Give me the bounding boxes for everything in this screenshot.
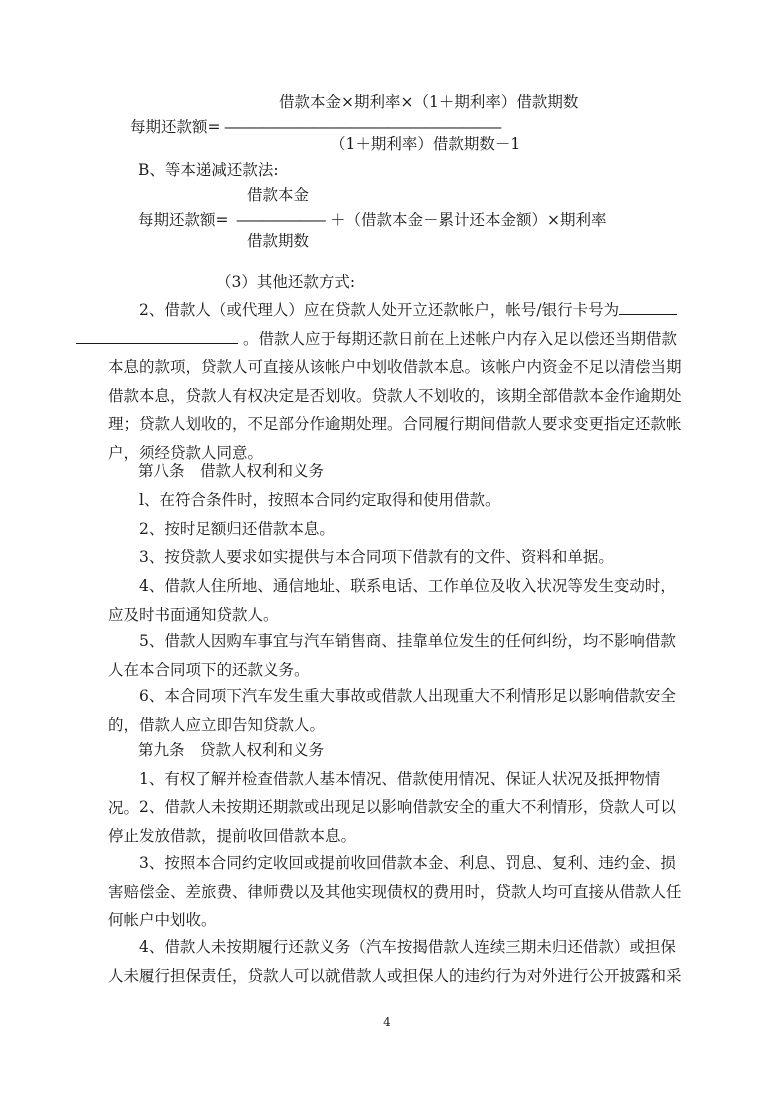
formula-b-label: 每期还款额=: [138, 211, 229, 229]
article-8-item: 4、借款人住所地、通信地址、联系电话、工作单位及收入状况等发生变动时，应及时书面通知贷款人。: [108, 577, 676, 624]
formula-b-fraction-bar: ———————: [236, 211, 324, 229]
article-9-heading: 第九条 贷款人权利和义务: [138, 741, 325, 759]
method-b-heading: B、等本递减还款法:: [138, 161, 279, 179]
article-9-item: 4、借款人未按期履行还款义务（汽车按揭借款人连续三期未归还借款）或担保人未履行担保责任，贷款人可以就借款人或担保人的违约行为对外进行公开披露和采: [108, 938, 682, 985]
formula-a-label: 每期还款额=: [130, 118, 221, 136]
formula-b-denominator: 借款期数: [247, 232, 310, 250]
formula-a-numerator: 借款本金×期利率×（1＋期利率）借款期数: [279, 93, 579, 111]
article-9-item: 2、借款人未按期还期款或出现足以影响借款安全的重大不利情形，贷款人可以停止发放借款，提前收回借款本息。: [108, 798, 676, 845]
formula-b-tail: ＋（借款本金－累计还本金额）×期利率: [330, 211, 607, 229]
article-8-item: 2、按时足额归还借款本息。: [139, 520, 335, 538]
article-8-item: 5、借款人因购车事宜与汽车销售商、挂靠单位发生的任何纠纷，均不影响借款人在本合同项下的还款义务。: [108, 632, 676, 679]
article-8-item: 6、本合同项下汽车发生重大事故或借款人出现重大不利情形足以影响借款安全的，借款人应立即告知贷款人。: [108, 687, 676, 734]
clause-7-2-text-after: 。借款人应于每期还款日前在上述帐户内存入足以偿还当期借款本息的款项，贷款人可直接从该帐户中划收借款本息。该帐户内资金不足以清偿当期借款本息，贷款人有权决定是否划收。贷款人不划收的，该期全部借款本金作逾期处理；贷款人划收的，不足部分作逾期处理。合同履行期间借款人要求变更指定还款帐户，须经贷款人同意。: [108, 329, 682, 462]
formula-b-numerator: 借款本金: [247, 186, 310, 204]
article-9-item: 1、有权了解并检查借款人基本情况、借款使用情况、保证人状况及抵押物情况。: [108, 770, 661, 817]
article-9-item: 3、按照本合同约定收回或提前收回借款本金、利息、罚息、复利、违约金、损害赔偿金、差旅费、律师费以及其他实现债权的费用时，贷款人均可直接从借款人任何帐户中划收。: [108, 854, 682, 929]
other-methods-heading: （3）其他还款方式:: [216, 273, 356, 291]
account-number-blank-2: [76, 328, 238, 344]
clause-7-2: [108, 296, 684, 467]
article-8-item: 3、按贷款人要求如实提供与本合同项下借款有的文件、资料和单据。: [139, 548, 614, 566]
clause-7-2-text-before: 2、借款人（或代理人）应在贷款人处开立还款帐户，帐号/银行卡号为: [139, 301, 620, 319]
page-number: 4: [383, 1015, 391, 1029]
article-8-heading: 第八条 借款人权利和义务: [138, 462, 325, 480]
account-number-blank-1: [619, 299, 677, 315]
formula-a-fraction-bar: ——————————————————————: [224, 118, 499, 136]
article-8-item: l、在符合条件时，按照本合同约定取得和使用借款。: [139, 491, 501, 509]
formula-a-denominator: （1＋期利率）借款期数－1: [330, 135, 521, 153]
